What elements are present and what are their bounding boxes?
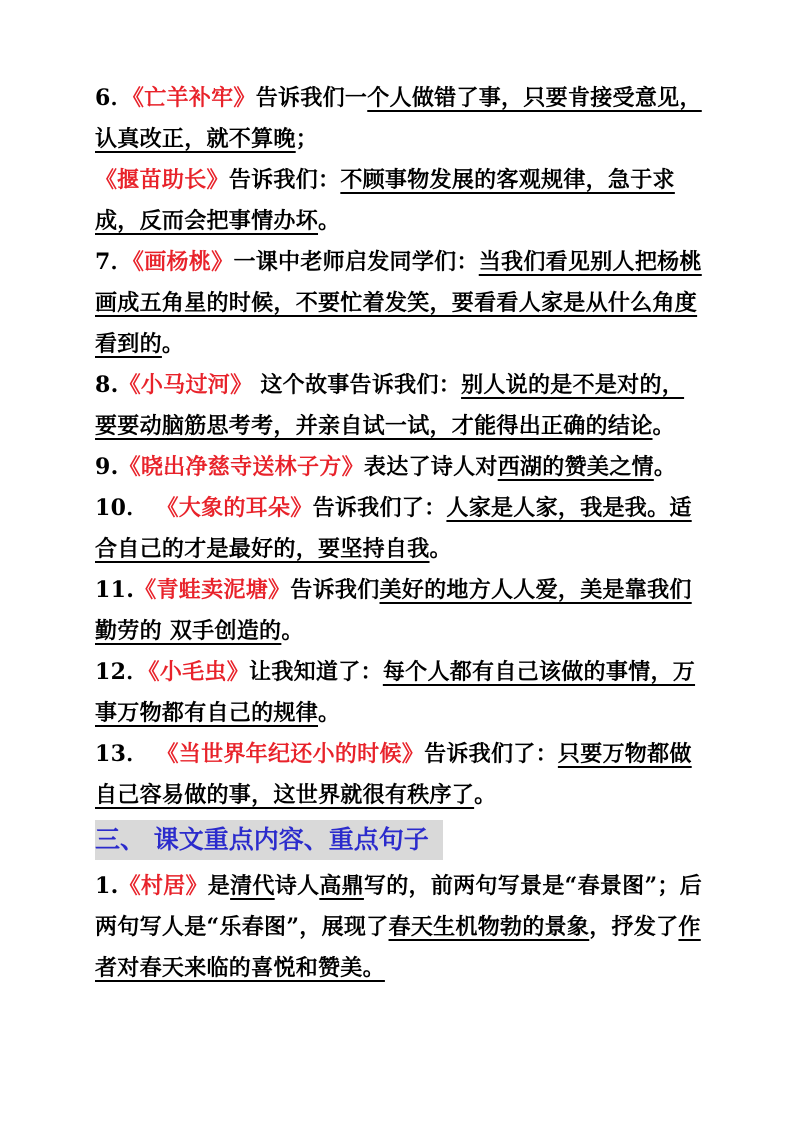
list-item-8 (95, 365, 705, 447)
item-text: 告诉我们了： (424, 741, 558, 767)
lesson-title: 《小马过河》 (118, 372, 253, 398)
item-number: 1. (95, 873, 119, 899)
item-number: 7． (95, 249, 133, 275)
lesson-title: 《村居》 (118, 873, 208, 899)
section-item-1 (95, 866, 705, 989)
underlined-answer: 个人做错了事，只要肯接受意见，认真改正，就不算晚 (95, 85, 702, 152)
item-text: 告诉我们一 (255, 85, 368, 111)
list-item-9 (95, 447, 705, 488)
item-number: 6． (95, 85, 133, 111)
list-item-11 (95, 570, 705, 652)
item-number: 12． (95, 659, 149, 685)
lesson-title: 《晓出净慈寺送林子方》 (118, 454, 364, 480)
item-punct: 。 (429, 536, 452, 562)
item-text: 告诉我们 (290, 577, 380, 603)
underlined-answer: 人家是人家，我是我。适合自己的才是最好的，要坚持自我 (95, 495, 692, 562)
item-punct: 。 (474, 782, 497, 808)
item-text: 这个故事告诉我们： (252, 372, 462, 398)
underlined-answer: 清代 (230, 873, 275, 899)
underlined-answer: 西湖的赞美之情 (497, 454, 654, 480)
item-number: 13． (95, 741, 149, 767)
underlined-answer: 春天生机物勃的景象 (388, 914, 590, 940)
item-text: 一课中老师启发同学们： (233, 249, 479, 275)
item-punct: 。 (652, 413, 675, 439)
item-number: 10． (95, 495, 149, 521)
item-number: 8. (95, 372, 119, 398)
underlined-answer: 高鼎 (319, 873, 364, 899)
underlined-answer: 美好的地方人人爱，美是靠我们勤劳的 双手创造的 (95, 577, 692, 644)
lesson-title: 《青蛙卖泥塘》 (134, 577, 291, 603)
item-text: 诗人 (274, 873, 320, 899)
item-text: 让我知道了： (249, 659, 383, 685)
item-number: 11. (95, 577, 135, 603)
item-text: 写的，前两句写景是“春景图”；后两句写人是“乐春图”，展现了 (95, 873, 703, 940)
section-heading: 三、 课文重点内容、重点句子 (95, 820, 443, 860)
lesson-title: 《画杨桃》 (132, 249, 234, 275)
item-text: ，抒发了 (589, 914, 679, 940)
list-item-6b (95, 160, 705, 242)
item-punct: 。 (318, 208, 341, 234)
list-item-7 (95, 242, 705, 365)
item-text: 告诉我们： (228, 167, 341, 193)
item-number: 9. (95, 454, 119, 480)
item-text: 是 (207, 873, 231, 899)
item-punct: 。 (653, 454, 677, 480)
lesson-title: 《当世界年纪还小的时候》 (148, 741, 425, 767)
underlined-answer: 别人说的是不是对的，要要动脑筋思考考，并亲自试一试，才能得出正确的结论 (95, 372, 685, 439)
list-item-12 (95, 652, 705, 734)
underlined-answer: 作者对春天来临的喜悦和赞美。 (95, 914, 701, 981)
item-punct: ； (295, 126, 319, 152)
underlined-answer: 每个人都有自己该做的事情，万事万物都有自己的规律 (95, 659, 696, 726)
underlined-answer: 只要万物都做自己容易做的事，这世界就很有秩序了 (95, 741, 692, 808)
underlined-answer: 不顾事物发展的客观规律，急于求成，反而会把事情办坏 (95, 167, 675, 234)
lesson-title: 《揠苗助长》 (95, 167, 229, 193)
lesson-title: 《小毛虫》 (148, 659, 250, 685)
list-item-6 (95, 78, 705, 160)
underlined-answer: 当我们看见别人把杨桃画成五角星的时候，不要忙着发笑，要看看人家是从什么角度看到的 (95, 249, 702, 357)
list-item-13 (95, 734, 705, 816)
item-punct: 。 (318, 700, 341, 726)
item-punct: 。 (281, 618, 304, 644)
lesson-title: 《大象的耳朵》 (148, 495, 313, 521)
lesson-title: 《亡羊补牢》 (132, 85, 256, 111)
item-text: 表达了诗人对 (363, 454, 498, 480)
list-item-10 (95, 488, 705, 570)
item-punct: 。 (161, 331, 185, 357)
item-text: 告诉我们了： (312, 495, 447, 521)
document-page (95, 78, 705, 989)
